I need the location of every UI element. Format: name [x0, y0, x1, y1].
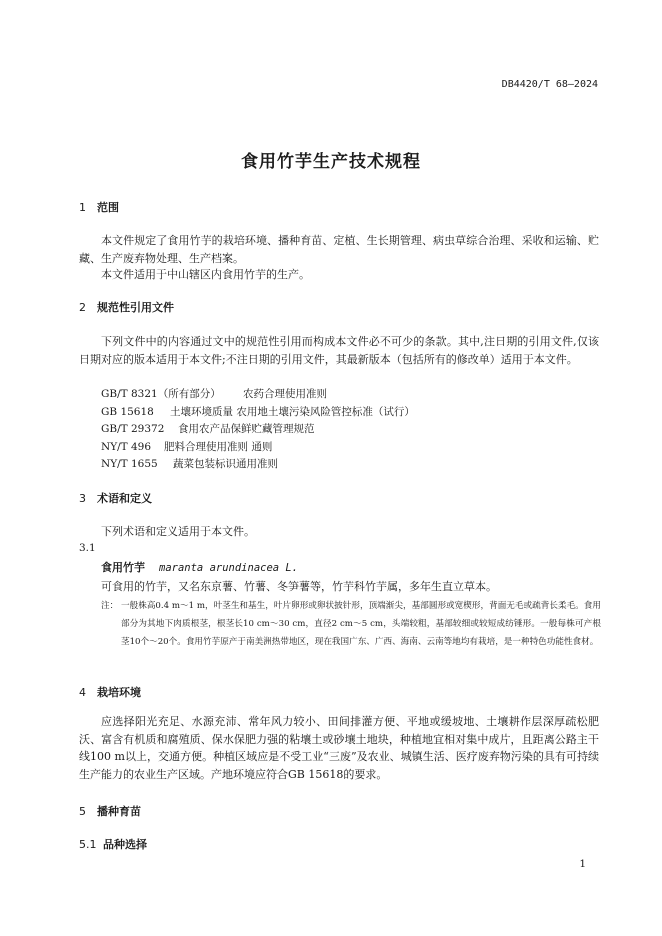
reference-name: 肥料合理使用准则 通则 [164, 441, 273, 453]
document-title: 食用竹芋生产技术规程 [241, 152, 421, 172]
standard-code: DB4420/T 68—2024 [501, 79, 598, 90]
section-number: 4 [79, 686, 86, 699]
note-label: 注： [101, 601, 119, 611]
section-number: 3 [79, 492, 86, 505]
section-3-heading [79, 490, 152, 506]
section-title: 栽培环境 [97, 686, 141, 699]
reference-item [101, 439, 272, 454]
reference-item [101, 404, 415, 419]
section-title: 范围 [97, 201, 119, 214]
scope-applicability: 本文件适用于中山辖区内食用竹芋的生产。 [101, 268, 310, 281]
terms-intro: 下列术语和定义适用于本文件。 [101, 525, 255, 538]
reference-code: GB/T 8321（所有部分） [101, 388, 221, 400]
section-4-heading [79, 684, 141, 700]
section-title: 播种育苗 [97, 805, 141, 818]
section-2-heading [79, 299, 174, 315]
reference-name: 蔬菜包装标识通用准则 [173, 458, 278, 470]
section-number: 2 [79, 301, 86, 314]
reference-item [101, 386, 327, 401]
section-5-heading [79, 803, 141, 819]
subsection-title: 品种选择 [103, 838, 147, 851]
reference-code: NY/T 1655 [101, 458, 158, 470]
reference-name: 农药合理使用准则 [243, 388, 327, 400]
reference-item [101, 456, 278, 471]
reference-code: GB/T 29372 [101, 423, 165, 435]
term-entry [101, 559, 298, 575]
term-latin: maranta arundinacea L. [159, 562, 299, 574]
section-number: 5 [79, 805, 86, 818]
reference-item [101, 421, 315, 436]
reference-code: GB 15618 [101, 406, 154, 418]
term-definition: 可食用的竹芋，又名东京薯、竹薯、冬笋薯等，竹芋科竹芋属，多年生直立草本。 [101, 580, 497, 593]
reference-code: NY/T 496 [101, 441, 152, 453]
section-title: 规范性引用文件 [97, 301, 174, 314]
page-number: 1 [579, 858, 586, 870]
note-text: 一般株高0.4 m～1 m，叶茎生和基生，叶片卵形或卵状披针形，顶端渐尖，基部圆形或宽楔形，背面无毛或疏背长柔毛。食用部分为其地下肉质根茎，根茎长10 cm～30 cm，直径2 cm～5 cm，头端较粗，基部较细或较短成纺锤形。一般每株可产根茎10个～20个。食用竹芋原产于南美洲热带地区，现在我国广东、广西、海南、云南等地均有栽培，是一种特色功能性食材。 [121, 601, 601, 647]
subsection-5-1-heading [79, 836, 147, 852]
reference-name: 食用农产品保鲜贮藏管理规范 [178, 423, 315, 435]
section-1-heading [79, 199, 119, 215]
term-number: 3.1 [79, 542, 96, 554]
term-chinese: 食用竹芋 [101, 561, 145, 574]
references-intro: 下列文件中的内容通过文中的规范性引用而构成本文件必不可少的条款。其中,注日期的引用文件,仅该日期对应的版本适用于本文件;不注日期的引用文件，其最新版本（包括所有的修改单）适用于本文件。 [79, 335, 599, 366]
term-note [101, 598, 601, 651]
scope-paragraph: 本文件规定了食用竹芋的栽培环境、播种育苗、定植、生长期管理、病虫草综合治理、采收和运输、贮藏、生产废弃物处理、生产档案。 [79, 234, 599, 265]
section-title: 术语和定义 [97, 492, 152, 505]
section-number: 1 [79, 201, 86, 214]
environment-paragraph: 应选择阳光充足、水源充沛、常年风力较小、田间排灌方便、平地或缓坡地、土壤耕作层深厚疏松肥沃、富含有机质和腐殖质、保水保肥力强的粘壤土或砂壤土地块，种植地宜相对集中成片，且距离公路主干线100 m以上，交通方便。种植区域应是不受工业“三废”及农业、城镇生活、医疗废弃物污染的具有可持续生产能力的农业生产区域。产地环境应符合GB 15618的要求。 [79, 715, 599, 781]
subsection-number: 5.1 [79, 838, 97, 851]
reference-name: 土壤环境质量 农用地土壤污染风险管控标准（试行） [170, 406, 415, 418]
